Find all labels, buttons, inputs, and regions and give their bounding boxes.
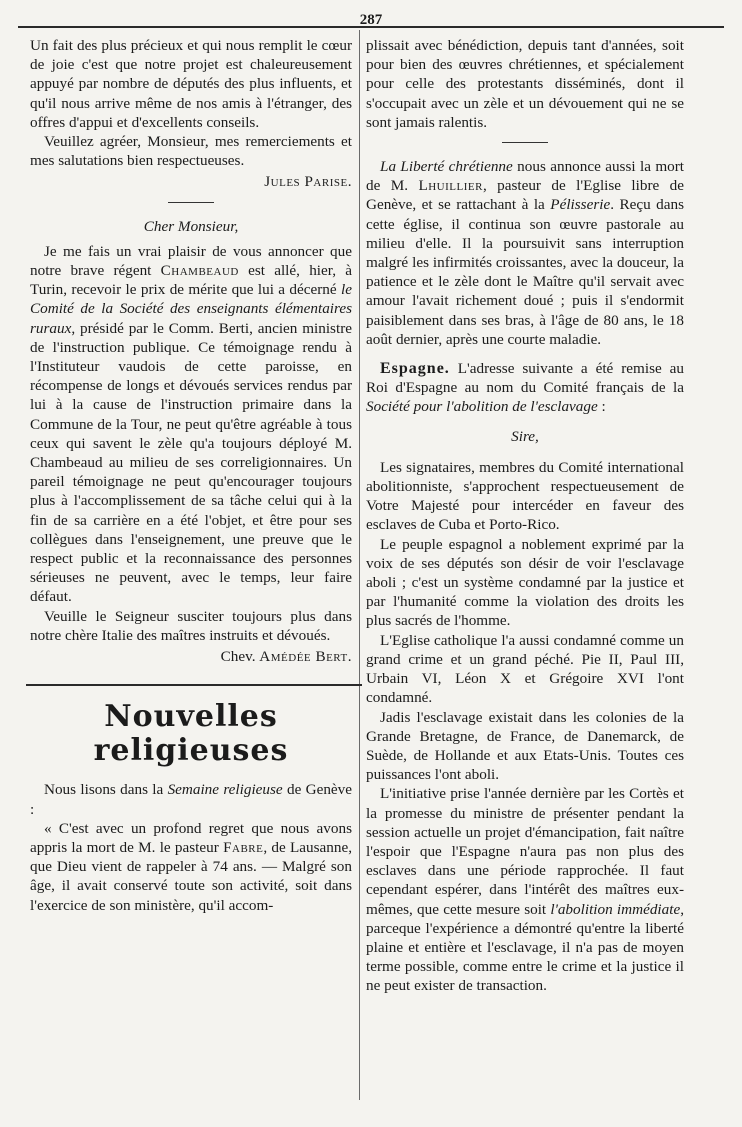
letter2-signature [30, 647, 352, 666]
signature-name: Amédée Bert. [259, 648, 352, 666]
signature-prefix: Chev. [220, 648, 260, 666]
text-span: L'adresse suivante a été remise au Roi d'Espagne au nom du Comité français de la [366, 360, 684, 397]
text-span: de Genève : [30, 781, 352, 818]
section-rule [26, 684, 362, 686]
italic-span: l'abolition immédiate [550, 900, 681, 918]
text-span: est allé, hier, à Turin, recevoir le prix de mérite que lui a décerné [30, 262, 352, 299]
text-span: . Reçu dans cette église, il continua son œuvre pastorale au milieu d'elle. Il la poursuivit sans interruption malgré les infirmités croissantes, avec la douceur, la patience et le zèle dont le Maître qu'il servait avec amour l'avait richement doué ; puis il s'endormit paisiblement dans ses bras, à l'âge de 80 ans, le 18 août dernier, après une courte maladie. [366, 196, 685, 348]
continuation-paragraph: plissait avec bénédiction, depuis tant d'années, soit pour bien des œuvres chrétiennes, et spécialement pour celle des protestants disséminés, dont il s'occupait avec un zèle et un dévouement qui ne se sont jamais ralentis. [366, 37, 684, 131]
liberte-paragraph [366, 157, 684, 349]
text-span: , de Lausanne, que Dieu vient de rappeler à 74 ans. — Malgré son âge, il avait conservé toute son activité, soit dans l'exercice de son ministère, qu'il accom- [30, 838, 353, 914]
espagne-paragraph-3: L'Eglise catholique l'a aussi condamné comme un grand crime et un grand péché. Pie II, Paul III, Urbain VI, Léon X et Grégoire XVI l'ont condamné. [366, 631, 684, 707]
text-span: , parceque l'expérience a démontré qu'entre la liberté plaine et entière et l'esclavage, il n'a pas de moyen terme possible, comme entre le crime et la justice il ne peut exister de transaction. [366, 900, 684, 995]
text-span: : [597, 398, 606, 416]
separator-rule [502, 142, 548, 143]
text-span: , présidé par le Comm. Berti, ancien ministre de l'instruction publique. Ce témoignage rendu à l'Instituteur vaudois de cette paroisse, en récompense de longs et dévoués services rendus par lui à la cause de l'instruction primaire dans la Commune de la Tour, ne peut qu'être agréable à tous ceux qui savent le zèle qu'a toujours déployé M. Chambeaud au milieu de ses correligionnaires. Un pareil témoignage ne peut qu'encourager toujours plus à l'accomplissement de sa tâche celui qui à la fin de sa carrière en a été l'objet, et être pour ses collègues dans l'enseignement, une preuve que le respect public et la reconnaissance des personnes sérieuses ne peuvent, avec le temps, leur faire défaut. [30, 319, 352, 606]
letter1-signature: Jules Parise. [264, 173, 352, 191]
letter2-paragraph1 [30, 242, 352, 607]
column-divider [359, 30, 360, 1100]
italic-span: le Comité de la Société des enseignants élémentaires ruraux [30, 281, 352, 337]
text-span: L'initiative prise l'année dernière par les Cortès et la promesse du ministre de présenter pendant la session actuelle un projet d'émancipation, fait naître l'espoir que l'Espagne n'aura pas non plus des esclaves dans une période rapprochée. Il faut cependant espérer, dans l'intérêt des maîtres eux-mêmes, que cette mesure soit [366, 785, 684, 918]
page-number: 287 [359, 12, 383, 28]
person-name: Chambeaud [160, 262, 239, 280]
italic-span: Pélisserie [550, 196, 611, 214]
espagne-salutation: Sire, [511, 427, 539, 445]
letter2-paragraph2: Veuille le Seigneur susciter toujours plus dans notre chère Italie des maîtres instruits et dévoués. [30, 607, 352, 644]
text-span: , pasteur de l'Eglise libre de Genève, et se rattachant à la [366, 177, 684, 214]
person-name: Fabre [223, 838, 264, 856]
espagne-paragraph-5 [366, 784, 684, 995]
person-name: Lhuillier [418, 177, 483, 195]
italic-span: La Liberté chrétienne [380, 158, 513, 176]
letter1-closing: Veuillez agréer, Monsieur, mes remerciements et mes salutations bien respectueuses. [30, 133, 352, 170]
separator-rule [168, 202, 214, 203]
left-column [30, 36, 352, 915]
espagne-paragraph-1: Les signataires, membres du Comité international abolitionniste, s'approchent respectueusement de Votre Majesté pour intercéder en faveur des esclaves de Cuba et Porto-Rico. [366, 458, 684, 534]
espagne-heading: Espagne. [380, 360, 450, 378]
section-title: Nouvelles religieuses [93, 699, 289, 769]
section-intro [30, 780, 352, 818]
letter1-paragraph: Un fait des plus précieux et qui nous remplit le cœur de joie c'est que notre projet est chaleureusement appuyé par nombre de députés des plus influents, et qu'il nous arrive même de nos amis à l'étranger, des offres d'appui et d'excellents conseils. [30, 37, 352, 131]
espagne-paragraph-2: Le peuple espagnol a noblement exprimé par la voix de ses députés son désir de voir l'esclavage aboli ; c'est un système condamné par la justice et par l'humanité comme la violation des droits les plus sacrés de l'homme. [366, 535, 684, 630]
italic-span: Société pour l'abolition de l'esclavage [366, 398, 598, 416]
text-span: Je me fais un vrai plaisir de vous annoncer que notre brave régent [30, 242, 352, 280]
text-span: Nous lisons dans la [44, 781, 168, 799]
italic-span: Semaine religieuse [167, 781, 283, 799]
right-column [366, 36, 684, 996]
espagne-paragraph [366, 359, 684, 417]
espagne-paragraph-4: Jadis l'esclavage existait dans les colonies de la Grande Bretagne, de France, de Danemarck, de Suède, de Hollande et aux Etats-Unis. Toutes ces puissances l'ont aboli. [366, 708, 684, 784]
section-quote [30, 819, 352, 915]
text-span: nous annonce aussi la mort de M. [366, 158, 684, 195]
header-rule [18, 26, 724, 28]
text-span: « C'est avec un profond regret que nous avons appris la mort de M. le pasteur [30, 819, 352, 856]
letter2-salutation: Cher Monsieur, [143, 217, 239, 235]
